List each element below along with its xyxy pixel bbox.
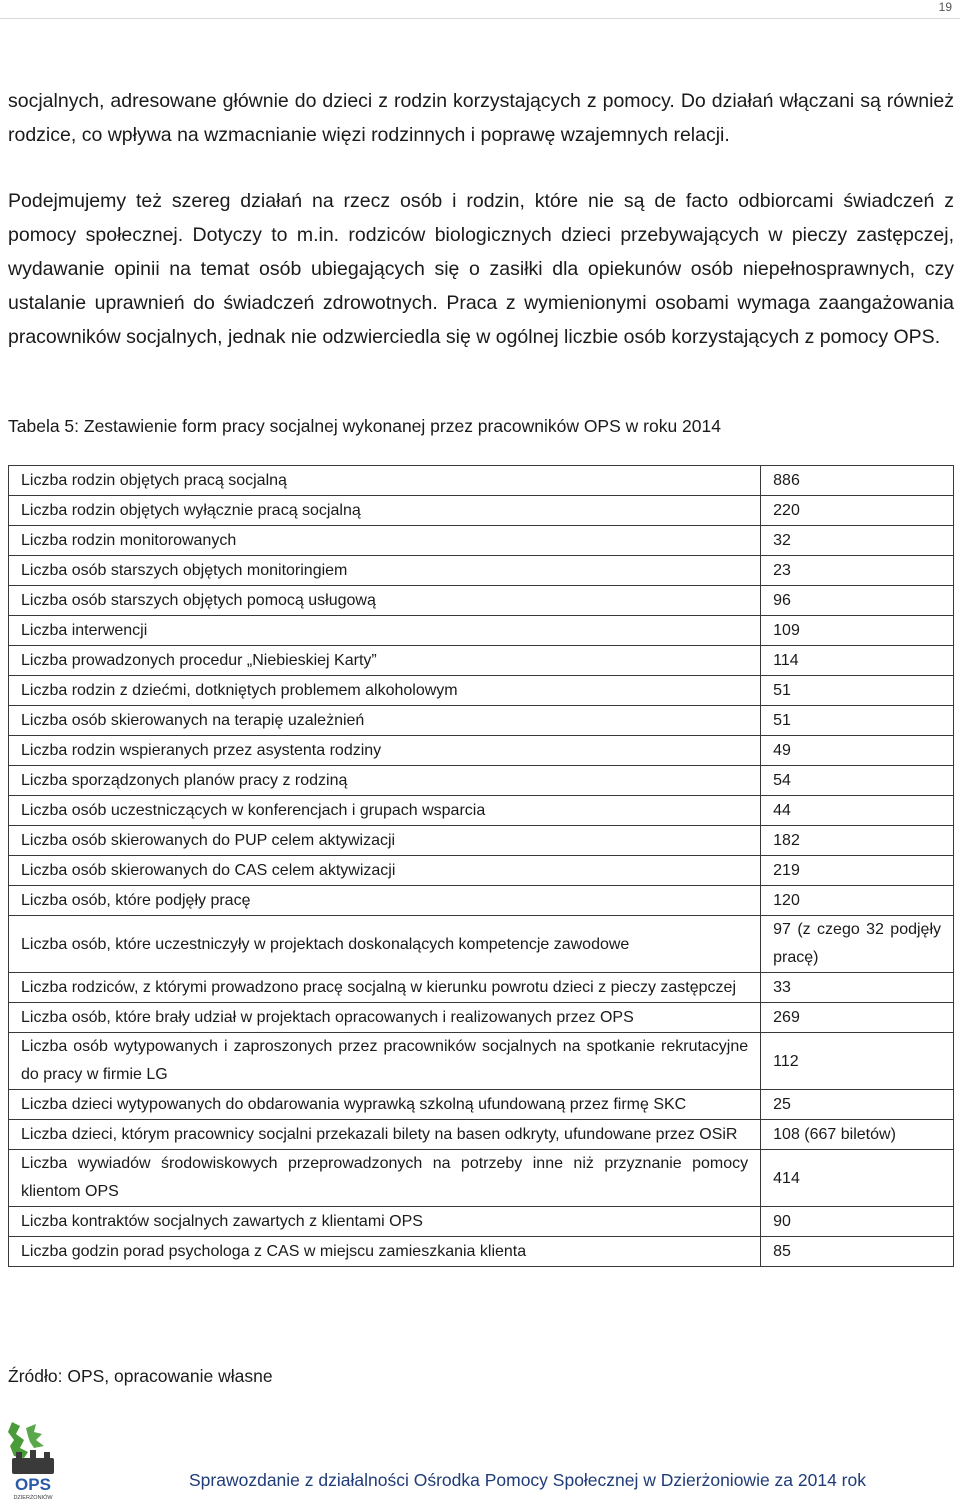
row-value: 25 [761,1090,954,1120]
row-value: 269 [761,1003,954,1033]
table-row [9,1207,954,1237]
row-label: Liczba osób skierowanych do CAS celem aktywizacji [9,856,761,886]
table-row [9,616,954,646]
row-value: 23 [761,556,954,586]
row-label: Liczba rodzin objętych wyłącznie pracą socjalną [9,496,761,526]
row-value: 108 (667 biletów) [761,1120,954,1150]
table-row [9,916,954,973]
row-value: 220 [761,496,954,526]
logo-leaf-shape-2 [26,1424,44,1448]
row-label: Liczba osób skierowanych na terapię uzależnień [9,706,761,736]
table-row [9,886,954,916]
table-row [9,706,954,736]
row-value: 85 [761,1237,954,1267]
row-value: 886 [761,466,954,496]
logo-text: OPS [15,1475,51,1494]
table-row [9,856,954,886]
row-value: 219 [761,856,954,886]
table-row [9,526,954,556]
row-value: 44 [761,796,954,826]
table-row [9,1120,954,1150]
table-row [9,466,954,496]
logo-castle-shape [12,1458,54,1474]
table-row [9,1033,954,1090]
row-value: 49 [761,736,954,766]
source-note: Źródło: OPS, opracowanie własne [8,1366,273,1386]
row-label: Liczba osób wytypowanych i zaproszonych przez pracowników socjalnych na spotkanie rekrutacyjne do pracy w firmie LG [9,1033,761,1090]
row-label: Liczba osób, które brały udział w projektach opracowanych i realizowanych przez OPS [9,1003,761,1033]
table-row [9,1090,954,1120]
row-label: Liczba rodzin monitorowanych [9,526,761,556]
row-label: Liczba osób starszych objętych monitoringiem [9,556,761,586]
row-value: 414 [761,1150,954,1207]
row-value: 32 [761,526,954,556]
logo-subtext: DZIERŻONIÓW [13,1495,53,1501]
row-label: Liczba osób starszych objętych pomocą usługową [9,586,761,616]
row-label: Liczba rodziców, z którymi prowadzono pracę socjalną w kierunku powrotu dzieci z pieczy zastępczej [9,973,761,1003]
row-value: 120 [761,886,954,916]
table-row [9,646,954,676]
page-number: 19 [938,0,952,14]
row-value: 33 [761,973,954,1003]
row-label: Liczba wywiadów środowiskowych przeprowadzonych na potrzeby inne niż przyznanie pomocy klientom OPS [9,1150,761,1207]
table-row [9,796,954,826]
table-row [9,973,954,1003]
row-label: Liczba osób skierowanych do PUP celem aktywizacji [9,826,761,856]
table-row [9,1003,954,1033]
row-label: Liczba osób, które podjęły pracę [9,886,761,916]
row-value: 51 [761,676,954,706]
table-row [9,1150,954,1207]
row-value: 182 [761,826,954,856]
header-rule [0,18,960,19]
row-value: 96 [761,586,954,616]
row-value: 97 (z czego 32 podjęły pracę) [761,916,954,973]
row-label: Liczba godzin porad psychologa z CAS w miejscu zamieszkania klienta [9,1237,761,1267]
row-label: Liczba dzieci, którym pracownicy socjalni przekazali bilety na basen odkryty, ufundowane przez OSiR [9,1120,761,1150]
row-value: 54 [761,766,954,796]
row-label: Liczba prowadzonych procedur „Niebieskiej Karty” [9,646,761,676]
ops-logo-graphic [6,1418,60,1502]
row-label: Liczba dzieci wytypowanych do obdarowania wyprawką szkolną ufundowaną przez firmę SKC [9,1090,761,1120]
row-value: 112 [761,1033,954,1090]
row-label: Liczba osób uczestniczących w konferencjach i grupach wsparcia [9,796,761,826]
row-label: Liczba rodzin objętych pracą socjalną [9,466,761,496]
row-label: Liczba rodzin wspieranych przez asystenta rodziny [9,736,761,766]
paragraph-activities: Podejmujemy też szereg działań na rzecz osób i rodzin, które nie są de facto odbiorcami świadczeń z pomocy społecznej. Dotyczy to m.in. rodziców biologicznych dzieci przebywających w pieczy zastępczej, wydawanie opinii na temat osób ubiegających się o zasiłki dla opiekunów osób niepełnosprawnych, czy ustalanie uprawnień do świadczeń zdrowotnych. Praca z wymienionymi osobami wymaga zaangażowania pracowników socjalnych, jednak nie odzwierciedla się w ogólnej liczbie osób korzystających z pomocy OPS. [8,190,954,348]
table-row [9,766,954,796]
row-label: Liczba kontraktów socjalnych zawartych z klientami OPS [9,1207,761,1237]
table-row [9,496,954,526]
ops-logo [6,1418,60,1502]
row-value: 114 [761,646,954,676]
row-value: 90 [761,1207,954,1237]
paragraph-intro: socjalnych, adresowane głównie do dzieci z rodzin korzystających z pomocy. Do działań włączani są również rodzice, co wpływa na wzmacnianie więzi rodzinnych i poprawę wzajemnych relacji. [8,90,954,146]
table-row [9,1237,954,1267]
page-footer: Sprawozdanie z działalności Ośrodka Pomocy Społecznej w Dzierżoniowie za 2014 rok [189,1470,866,1490]
row-label: Liczba rodzin z dziećmi, dotkniętych problemem alkoholowym [9,676,761,706]
table-caption: Tabela 5: Zestawienie form pracy socjalnej wykonanej przez pracowników OPS w roku 2014 [8,416,721,436]
social-work-table [8,465,954,1267]
table-row [9,736,954,766]
row-label: Liczba interwencji [9,616,761,646]
table-row [9,676,954,706]
row-label: Liczba sporządzonych planów pracy z rodziną [9,766,761,796]
table-row [9,556,954,586]
row-label: Liczba osób, które uczestniczyły w projektach doskonalących kompetencje zawodowe [9,916,761,973]
row-value: 109 [761,616,954,646]
table-row [9,586,954,616]
table-row [9,826,954,856]
row-value: 51 [761,706,954,736]
